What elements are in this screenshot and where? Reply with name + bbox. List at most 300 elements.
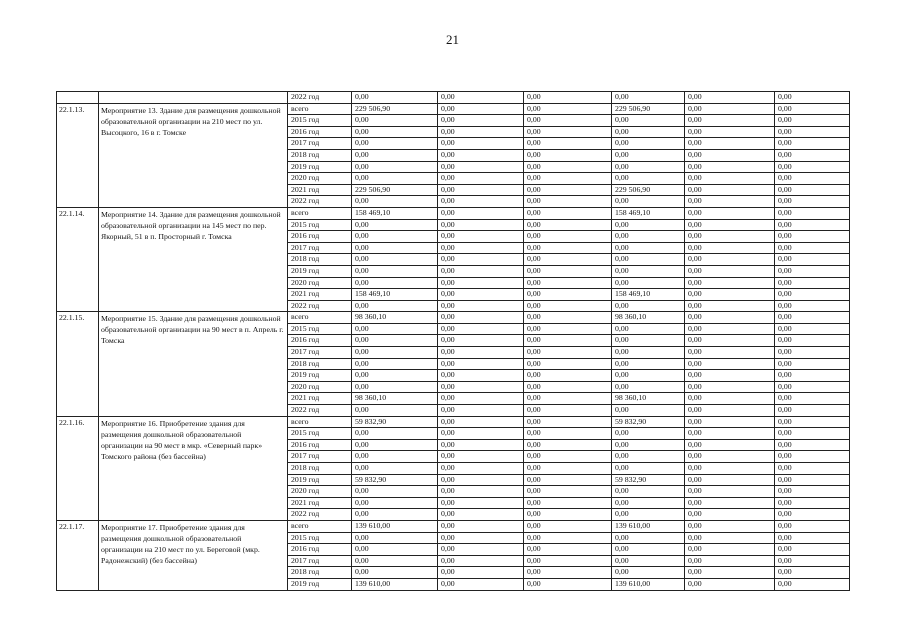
value-cell: 59 832,90 [612, 416, 685, 428]
value-cell: 0,00 [438, 497, 524, 509]
value-cell: 0,00 [775, 219, 850, 231]
value-cell: 0,00 [524, 289, 612, 301]
value-cell: 0,00 [612, 196, 685, 208]
value-cell: 0,00 [685, 370, 775, 382]
value-cell: 0,00 [612, 219, 685, 231]
table-row [57, 207, 850, 219]
year-cell: 2022 год [288, 196, 352, 208]
value-cell: 0,00 [775, 161, 850, 173]
value-cell: 0,00 [352, 300, 438, 312]
year-cell: 2018 год [288, 254, 352, 266]
value-cell: 0,00 [524, 393, 612, 405]
value-cell: 0,00 [438, 555, 524, 567]
value-cell: 0,00 [438, 567, 524, 579]
value-cell: 0,00 [352, 497, 438, 509]
value-cell: 0,00 [612, 497, 685, 509]
value-cell: 0,00 [685, 312, 775, 324]
value-cell: 0,00 [352, 463, 438, 475]
value-cell: 0,00 [352, 138, 438, 150]
value-cell: 0,00 [612, 544, 685, 556]
value-cell: 0,00 [352, 231, 438, 243]
value-cell: 0,00 [352, 428, 438, 440]
value-cell: 0,00 [352, 277, 438, 289]
value-cell: 0,00 [685, 289, 775, 301]
value-cell: 0,00 [612, 555, 685, 567]
value-cell: 229 506,90 [352, 103, 438, 115]
value-cell: 0,00 [685, 219, 775, 231]
value-cell: 0,00 [352, 405, 438, 417]
value-cell: 0,00 [685, 254, 775, 266]
value-cell: 0,00 [438, 463, 524, 475]
value-cell: 0,00 [438, 254, 524, 266]
value-cell: 0,00 [438, 126, 524, 138]
value-cell: 139 610,00 [352, 520, 438, 532]
value-cell: 0,00 [775, 405, 850, 417]
value-cell: 0,00 [438, 578, 524, 590]
value-cell: 0,00 [775, 173, 850, 185]
value-cell: 98 360,10 [352, 393, 438, 405]
value-cell: 0,00 [612, 428, 685, 440]
value-cell: 0,00 [775, 289, 850, 301]
value-cell: 0,00 [524, 323, 612, 335]
year-cell: 2017 год [288, 451, 352, 463]
value-cell: 0,00 [438, 335, 524, 347]
value-cell: 98 360,10 [352, 312, 438, 324]
value-cell: 0,00 [438, 486, 524, 498]
year-cell: 2016 год [288, 335, 352, 347]
value-cell: 0,00 [775, 254, 850, 266]
value-cell: 0,00 [352, 567, 438, 579]
value-cell: 0,00 [685, 393, 775, 405]
year-cell: 2021 год [288, 184, 352, 196]
value-cell: 158 469,10 [612, 207, 685, 219]
value-cell: 0,00 [775, 358, 850, 370]
value-cell: 0,00 [685, 103, 775, 115]
value-cell: 0,00 [775, 312, 850, 324]
page-number: 21 [446, 32, 459, 47]
value-cell: 0,00 [438, 219, 524, 231]
value-cell: 0,00 [352, 335, 438, 347]
value-cell: 0,00 [775, 544, 850, 556]
value-cell: 0,00 [438, 532, 524, 544]
value-cell: 59 832,90 [612, 474, 685, 486]
value-cell: 0,00 [775, 126, 850, 138]
value-cell: 0,00 [685, 451, 775, 463]
table-row [57, 520, 850, 532]
value-cell: 0,00 [438, 358, 524, 370]
value-cell: 0,00 [352, 265, 438, 277]
value-cell: 98 360,10 [612, 393, 685, 405]
value-cell: 0,00 [524, 428, 612, 440]
value-cell: 0,00 [524, 92, 612, 104]
value-cell: 158 469,10 [352, 289, 438, 301]
year-cell: 2021 год [288, 393, 352, 405]
value-cell: 229 506,90 [612, 103, 685, 115]
value-cell: 0,00 [775, 509, 850, 521]
value-cell: 0,00 [775, 474, 850, 486]
value-cell: 0,00 [775, 277, 850, 289]
year-cell: 2016 год [288, 439, 352, 451]
empty-code-cell [57, 92, 99, 104]
value-cell: 0,00 [438, 207, 524, 219]
budget-table [56, 91, 850, 591]
value-cell: 0,00 [352, 451, 438, 463]
value-cell: 0,00 [438, 509, 524, 521]
value-cell: 0,00 [438, 196, 524, 208]
value-cell: 158 469,10 [612, 289, 685, 301]
value-cell: 0,00 [685, 184, 775, 196]
value-cell: 0,00 [524, 173, 612, 185]
value-cell: 0,00 [524, 138, 612, 150]
value-cell: 0,00 [524, 381, 612, 393]
value-cell: 0,00 [612, 161, 685, 173]
value-cell: 0,00 [524, 207, 612, 219]
value-cell: 0,00 [524, 126, 612, 138]
value-cell: 0,00 [438, 439, 524, 451]
value-cell: 0,00 [685, 486, 775, 498]
value-cell: 0,00 [775, 149, 850, 161]
value-cell: 0,00 [438, 428, 524, 440]
value-cell: 0,00 [438, 277, 524, 289]
value-cell: 0,00 [775, 242, 850, 254]
value-cell: 0,00 [438, 265, 524, 277]
measure-code: 22.1.17. [57, 520, 99, 590]
empty-title-cell [99, 92, 288, 104]
value-cell: 0,00 [685, 358, 775, 370]
value-cell: 0,00 [612, 405, 685, 417]
value-cell: 0,00 [685, 196, 775, 208]
value-cell: 0,00 [524, 149, 612, 161]
value-cell: 0,00 [438, 300, 524, 312]
value-cell: 0,00 [352, 486, 438, 498]
value-cell: 0,00 [438, 451, 524, 463]
value-cell: 0,00 [438, 405, 524, 417]
value-cell: 0,00 [775, 439, 850, 451]
value-cell: 0,00 [685, 300, 775, 312]
value-cell: 0,00 [685, 428, 775, 440]
value-cell: 0,00 [775, 486, 850, 498]
value-cell: 0,00 [612, 115, 685, 127]
value-cell: 229 506,90 [352, 184, 438, 196]
year-cell: 2017 год [288, 138, 352, 150]
value-cell: 0,00 [775, 207, 850, 219]
value-cell: 0,00 [775, 138, 850, 150]
value-cell: 0,00 [438, 231, 524, 243]
value-cell: 0,00 [438, 474, 524, 486]
value-cell: 0,00 [612, 231, 685, 243]
value-cell: 0,00 [775, 370, 850, 382]
value-cell: 0,00 [775, 347, 850, 359]
value-cell: 0,00 [352, 381, 438, 393]
value-cell: 0,00 [612, 173, 685, 185]
value-cell: 0,00 [685, 265, 775, 277]
value-cell: 0,00 [524, 474, 612, 486]
value-cell: 0,00 [612, 92, 685, 104]
year-cell: 2016 год [288, 231, 352, 243]
year-cell: 2017 год [288, 242, 352, 254]
value-cell: 0,00 [612, 149, 685, 161]
year-cell: 2015 год [288, 115, 352, 127]
value-cell: 0,00 [685, 173, 775, 185]
value-cell: 0,00 [775, 578, 850, 590]
value-cell: 0,00 [352, 555, 438, 567]
value-cell: 0,00 [524, 544, 612, 556]
year-cell: 2022 год [288, 405, 352, 417]
value-cell: 0,00 [524, 416, 612, 428]
value-cell: 0,00 [352, 532, 438, 544]
value-cell: 0,00 [612, 347, 685, 359]
value-cell: 0,00 [524, 231, 612, 243]
value-cell: 0,00 [352, 161, 438, 173]
value-cell: 0,00 [775, 323, 850, 335]
year-cell: всего [288, 312, 352, 324]
year-cell: 2016 год [288, 544, 352, 556]
value-cell: 0,00 [524, 184, 612, 196]
value-cell: 0,00 [524, 161, 612, 173]
value-cell: 0,00 [612, 486, 685, 498]
value-cell: 0,00 [524, 219, 612, 231]
value-cell: 0,00 [612, 335, 685, 347]
year-cell: 2020 год [288, 277, 352, 289]
year-cell: 2019 год [288, 161, 352, 173]
value-cell: 0,00 [438, 347, 524, 359]
value-cell: 0,00 [438, 416, 524, 428]
value-cell: 0,00 [775, 416, 850, 428]
value-cell: 0,00 [612, 277, 685, 289]
value-cell: 0,00 [775, 335, 850, 347]
value-cell: 0,00 [524, 509, 612, 521]
value-cell: 59 832,90 [352, 474, 438, 486]
value-cell: 0,00 [685, 335, 775, 347]
table-body [57, 92, 850, 591]
value-cell: 0,00 [438, 393, 524, 405]
value-cell: 0,00 [352, 92, 438, 104]
measure-title: Мероприятие 15. Здание для размещения дошкольной образовательной организации на 90 мест в п. Апрель г. Томска [99, 312, 288, 416]
value-cell: 0,00 [775, 497, 850, 509]
value-cell: 0,00 [685, 231, 775, 243]
table-row [57, 92, 850, 104]
table-row [57, 312, 850, 324]
measure-title: Мероприятие 17. Приобретение здания для размещения дошкольной образовательной организации на 210 мест по ул. Береговой (мкр. Радонежский) (без бассейна) [99, 520, 288, 590]
value-cell: 0,00 [524, 439, 612, 451]
value-cell: 59 832,90 [352, 416, 438, 428]
value-cell: 0,00 [685, 463, 775, 475]
value-cell: 0,00 [612, 126, 685, 138]
value-cell: 0,00 [524, 405, 612, 417]
year-cell: 2021 год [288, 497, 352, 509]
value-cell: 0,00 [775, 451, 850, 463]
value-cell: 139 610,00 [612, 520, 685, 532]
value-cell: 0,00 [438, 289, 524, 301]
value-cell: 0,00 [524, 335, 612, 347]
year-cell: 2019 год [288, 265, 352, 277]
value-cell: 0,00 [685, 567, 775, 579]
value-cell: 0,00 [685, 138, 775, 150]
value-cell: 0,00 [438, 323, 524, 335]
value-cell: 0,00 [685, 439, 775, 451]
value-cell: 0,00 [352, 196, 438, 208]
value-cell: 0,00 [612, 439, 685, 451]
value-cell: 0,00 [352, 254, 438, 266]
value-cell: 0,00 [352, 126, 438, 138]
value-cell: 0,00 [524, 486, 612, 498]
value-cell: 0,00 [352, 439, 438, 451]
year-cell: 2015 год [288, 532, 352, 544]
year-cell: 2018 год [288, 567, 352, 579]
year-cell: всего [288, 103, 352, 115]
value-cell: 0,00 [524, 115, 612, 127]
value-cell: 0,00 [775, 231, 850, 243]
measure-title: Мероприятие 13. Здание для размещения дошкольной образовательной организации на 210 мест по ул. Высоцкого, 16 в г. Томске [99, 103, 288, 207]
value-cell: 0,00 [352, 370, 438, 382]
value-cell: 0,00 [685, 544, 775, 556]
value-cell: 0,00 [775, 92, 850, 104]
year-cell: 2021 год [288, 289, 352, 301]
value-cell: 0,00 [685, 520, 775, 532]
measure-code: 22.1.13. [57, 103, 99, 207]
value-cell: 0,00 [438, 381, 524, 393]
value-cell: 0,00 [352, 219, 438, 231]
value-cell: 229 506,90 [612, 184, 685, 196]
value-cell: 0,00 [612, 323, 685, 335]
value-cell: 0,00 [612, 242, 685, 254]
value-cell: 0,00 [775, 381, 850, 393]
value-cell: 0,00 [685, 578, 775, 590]
measure-title: Мероприятие 16. Приобретение здания для размещения дошкольной образовательной организации на 90 мест в мкр. «Северный парк» Томского района (без бассейна) [99, 416, 288, 520]
value-cell: 0,00 [612, 358, 685, 370]
value-cell: 0,00 [438, 370, 524, 382]
value-cell: 0,00 [685, 242, 775, 254]
year-cell: 2018 год [288, 149, 352, 161]
value-cell: 0,00 [524, 103, 612, 115]
value-cell: 0,00 [438, 149, 524, 161]
value-cell: 0,00 [612, 370, 685, 382]
measure-code: 22.1.15. [57, 312, 99, 416]
year-cell: 2017 год [288, 555, 352, 567]
value-cell: 0,00 [352, 149, 438, 161]
value-cell: 0,00 [775, 196, 850, 208]
value-cell: 0,00 [438, 103, 524, 115]
value-cell: 0,00 [685, 381, 775, 393]
value-cell: 0,00 [524, 196, 612, 208]
value-cell: 0,00 [775, 532, 850, 544]
value-cell: 0,00 [685, 323, 775, 335]
year-cell: 2019 год [288, 474, 352, 486]
value-cell: 0,00 [685, 161, 775, 173]
year-cell: 2015 год [288, 428, 352, 440]
year-cell: 2018 год [288, 463, 352, 475]
value-cell: 0,00 [612, 300, 685, 312]
year-cell: всего [288, 416, 352, 428]
year-cell: 2015 год [288, 323, 352, 335]
year-cell: 2020 год [288, 381, 352, 393]
year-cell: 2020 год [288, 486, 352, 498]
value-cell: 0,00 [438, 173, 524, 185]
value-cell: 0,00 [438, 520, 524, 532]
value-cell: 0,00 [775, 463, 850, 475]
value-cell: 0,00 [685, 474, 775, 486]
value-cell: 0,00 [685, 555, 775, 567]
value-cell: 0,00 [524, 254, 612, 266]
value-cell: 0,00 [612, 138, 685, 150]
value-cell: 0,00 [524, 312, 612, 324]
value-cell: 0,00 [524, 358, 612, 370]
value-cell: 0,00 [775, 428, 850, 440]
value-cell: 0,00 [352, 115, 438, 127]
value-cell: 0,00 [775, 103, 850, 115]
value-cell: 0,00 [685, 405, 775, 417]
value-cell: 0,00 [685, 509, 775, 521]
year-cell: 2019 год [288, 370, 352, 382]
value-cell: 98 360,10 [612, 312, 685, 324]
year-cell: 2017 год [288, 347, 352, 359]
value-cell: 0,00 [775, 393, 850, 405]
value-cell: 0,00 [438, 312, 524, 324]
value-cell: 0,00 [524, 265, 612, 277]
value-cell: 0,00 [352, 347, 438, 359]
year-cell: 2016 год [288, 126, 352, 138]
value-cell: 0,00 [524, 451, 612, 463]
value-cell: 0,00 [685, 92, 775, 104]
value-cell: 0,00 [685, 115, 775, 127]
value-cell: 0,00 [524, 532, 612, 544]
value-cell: 158 469,10 [352, 207, 438, 219]
value-cell: 0,00 [438, 242, 524, 254]
value-cell: 0,00 [775, 555, 850, 567]
measure-code: 22.1.16. [57, 416, 99, 520]
value-cell: 0,00 [524, 242, 612, 254]
value-cell: 0,00 [775, 300, 850, 312]
value-cell: 0,00 [685, 347, 775, 359]
year-cell: всего [288, 520, 352, 532]
value-cell: 0,00 [775, 265, 850, 277]
value-cell: 0,00 [352, 358, 438, 370]
value-cell: 0,00 [775, 567, 850, 579]
value-cell: 0,00 [352, 509, 438, 521]
measure-title: Мероприятие 14. Здание для размещения дошкольной образовательной организации на 145 мест по пер. Якорный, 51 в п. Просторный г. Томска [99, 207, 288, 311]
value-cell: 0,00 [685, 149, 775, 161]
value-cell: 0,00 [524, 497, 612, 509]
value-cell: 0,00 [352, 544, 438, 556]
value-cell: 0,00 [524, 520, 612, 532]
value-cell: 0,00 [685, 126, 775, 138]
value-cell: 0,00 [612, 532, 685, 544]
value-cell: 0,00 [352, 242, 438, 254]
value-cell: 0,00 [524, 277, 612, 289]
value-cell: 0,00 [685, 416, 775, 428]
value-cell: 0,00 [612, 451, 685, 463]
year-cell: 2022 год [288, 509, 352, 521]
value-cell: 0,00 [685, 277, 775, 289]
year-cell: 2022 год [288, 92, 352, 104]
value-cell: 0,00 [685, 532, 775, 544]
value-cell: 0,00 [438, 92, 524, 104]
value-cell: 0,00 [438, 115, 524, 127]
value-cell: 0,00 [438, 161, 524, 173]
value-cell: 0,00 [612, 463, 685, 475]
year-cell: всего [288, 207, 352, 219]
value-cell: 0,00 [352, 323, 438, 335]
year-cell: 2022 год [288, 300, 352, 312]
value-cell: 139 610,00 [352, 578, 438, 590]
value-cell: 0,00 [775, 115, 850, 127]
value-cell: 0,00 [524, 463, 612, 475]
year-cell: 2020 год [288, 173, 352, 185]
value-cell: 0,00 [524, 300, 612, 312]
year-cell: 2019 год [288, 578, 352, 590]
value-cell: 0,00 [438, 544, 524, 556]
value-cell: 0,00 [524, 567, 612, 579]
